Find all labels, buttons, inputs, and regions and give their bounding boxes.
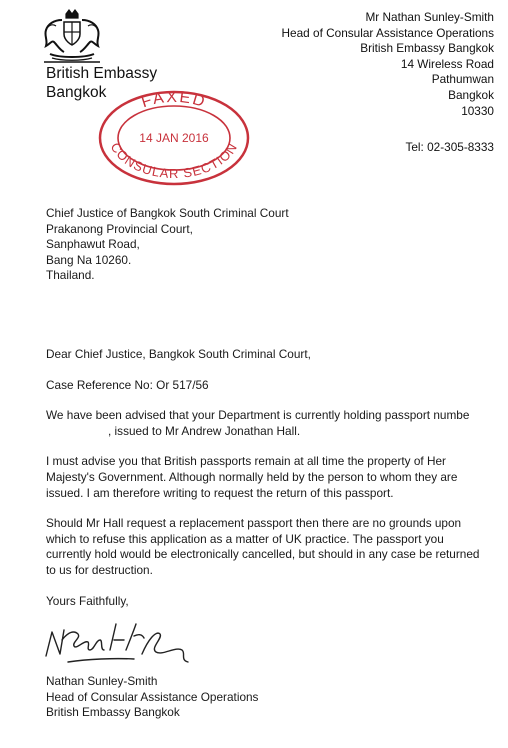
organization-name-line1: British Embassy (46, 65, 158, 82)
sender-district: Pathumwan (431, 72, 494, 87)
case-reference: Case Reference No: Or 517/56 (46, 377, 209, 392)
recipient-line: Chief Justice of Bangkok South Criminal Court (46, 206, 289, 220)
sender-postcode: 10330 (461, 103, 494, 118)
recipient-line: Sanphawut Road, (46, 237, 140, 252)
signoff-title: Head of Consular Assistance Operations (46, 689, 259, 704)
letter-body (46, 347, 486, 624)
stamp-top-text: FAXED (139, 88, 209, 112)
closing: Yours Faithfully, (46, 593, 129, 608)
sender-name: Mr Nathan Sunley-Smith (365, 10, 494, 24)
sender-title: Head of Consular Assistance Operations (281, 25, 494, 40)
organization-name-line2: Bangkok (46, 84, 107, 101)
handwritten-signature (38, 610, 213, 672)
signoff-name: Nathan Sunley-Smith (46, 674, 158, 688)
paragraph-replacement: Should Mr Hall request a replacement passport then there are no grounds upon which to refuse this application as a matter of UK practice. The passport you currently hold would be electronically cancelled, but should in any case be returned to us for destruction. (46, 516, 480, 577)
paragraph-passport-held (46, 408, 486, 439)
sender-address-block (282, 10, 494, 156)
sender-telephone: Tel: 02-305-8333 (405, 140, 494, 155)
stamp-date: 14 JAN 2016 (139, 131, 209, 145)
royal-coat-of-arms-icon (38, 8, 106, 66)
paragraph-text: , issued to Mr Andrew Jonathan Hall. (108, 423, 301, 438)
faxed-stamp (94, 88, 254, 188)
recipient-line: Prakanong Provincial Court, (46, 221, 193, 236)
recipient-address-block (46, 206, 289, 284)
paragraph-passport-property: I must advise you that British passports remain at all time the property of Her Majesty's Government. Although normally held by the person to whom they are issued. I am therefore writing to request the return of this passport. (46, 454, 458, 500)
signoff-block (46, 674, 258, 721)
paragraph-text: We have been advised that your Department is currently holding passport numbe (46, 408, 470, 423)
redacted-passport-number (46, 425, 108, 436)
recipient-line: Bang Na 10260. (46, 252, 132, 267)
sender-street: 14 Wireless Road (400, 56, 494, 71)
sender-city: Bangkok (448, 87, 494, 102)
signoff-organization: British Embassy Bangkok (46, 705, 180, 720)
recipient-line: Thailand. (46, 268, 95, 283)
stamp-bottom-text: CONSULAR SECTION (107, 139, 241, 182)
salutation: Dear Chief Justice, Bangkok South Criminal Court, (46, 347, 311, 361)
sender-organization: British Embassy Bangkok (360, 41, 494, 56)
